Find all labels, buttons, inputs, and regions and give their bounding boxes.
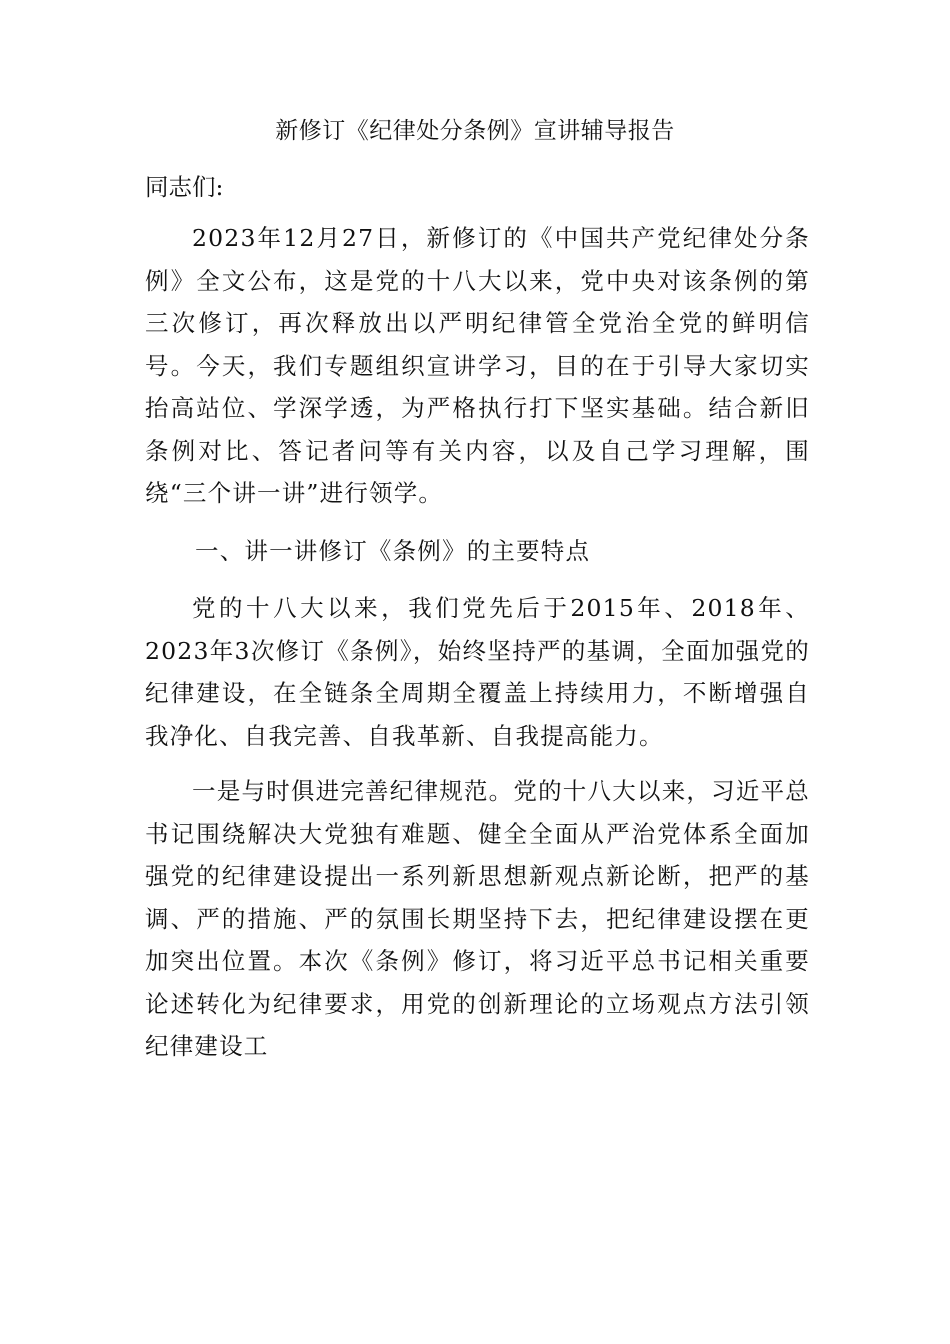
- paragraph-point-one: 一是与时俱进完善纪律规范。党的十八大以来，习近平总书记围绕解决大党独有难题、健全全面从严治党体系全面加强党的纪律建设提出一系列新思想新观点新论断，把严的基调、严的措施、严的氛围长期坚持下去，把纪律建设摆在更加突出位置。本次《条例》修订，将习近平总书记相关重要论述转化为纪律要求，用党的创新理论的立场观点方法引领纪律建设工: [145, 777, 810, 1060]
- section-heading-1: 一、讲一讲修订《条例》的主要特点: [195, 537, 591, 565]
- document-title: 新修订《纪律处分条例》宣讲辅导报告: [275, 118, 675, 144]
- greeting: 同志们:: [145, 173, 224, 201]
- paragraph-intro: 2023年12月27日，新修订的《中国共产党纪律处分条例》全文公布，这是党的十八大以来，党中央对该条例的第三次修订，再次释放出以严明纪律管全党治全党的鲜明信号。今天，我们专题组织宣讲学习，目的在于引导大家切实抬高站位、学深学透，为严格执行打下坚实基础。结合新旧条例对比、答记者问等有关内容，以及自己学习理解，围绕“三个讲一讲”进行领学。: [145, 224, 810, 507]
- paragraph-revision-history: 党的十八大以来，我们党先后于2015年、2018年、2023年3次修订《条例》，始终坚持严的基调，全面加强党的纪律建设，在全链条全周期全覆盖上持续用力，不断增强自我净化、自我完善、自我革新、自我提高能力。: [145, 594, 810, 750]
